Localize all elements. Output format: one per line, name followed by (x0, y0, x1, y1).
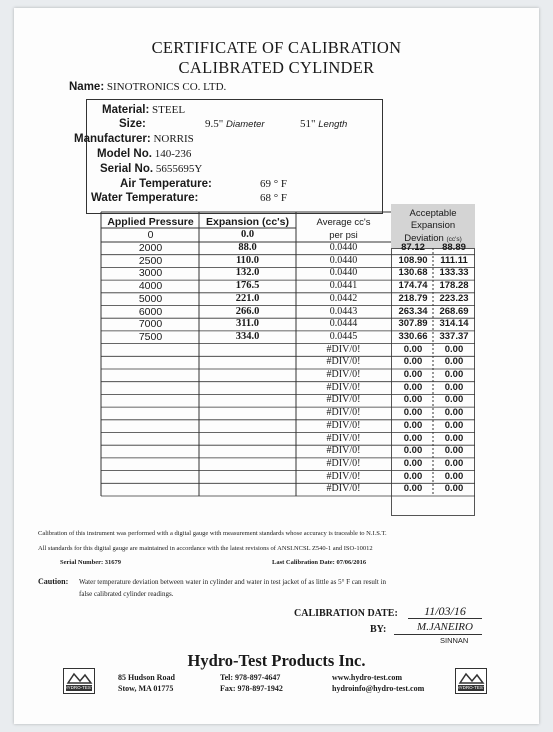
size-length-unit: Length (318, 119, 348, 130)
table-cell-max: 223.23 (439, 292, 469, 304)
company-address-line1: 85 Hudson Road (118, 673, 175, 682)
table-cell-max: 111.11 (440, 254, 468, 266)
table-cell-expansion: 311.0 (235, 318, 260, 330)
table-cell-max: 88.89 (442, 242, 466, 253)
applied-pressure-header: Applied Pressure (107, 216, 194, 228)
acceptable-header-line1: Acceptable (409, 208, 457, 219)
table-cell-pressure (102, 483, 199, 495)
caution-line2: false calibrated cylinder readings. (79, 590, 174, 598)
table-cell-max: 0.00 (444, 356, 464, 368)
table-cell-expansion: 132.0 (235, 267, 260, 279)
table-cell-max: 0.00 (444, 457, 464, 469)
table-cell-expansion (199, 471, 296, 483)
table-cell-avg: 0.0440 (329, 254, 358, 266)
name-label: Name: (69, 81, 105, 93)
table-cell-pressure: 4000 (138, 280, 163, 293)
table-cell-max: 0.00 (444, 343, 464, 355)
table-cell-max: 0.00 (444, 394, 464, 406)
expansion-header: Expansion (cc's) (205, 216, 290, 228)
material-label: Material: (102, 104, 150, 116)
table-cell-min: 108.90 (398, 254, 428, 266)
table-cell-avg: 0.0441 (329, 280, 358, 292)
table-cell-avg: #DIV/0! (326, 470, 361, 482)
deviation-unit: (cc's) (446, 236, 462, 243)
table-cell-max: 0.00 (444, 483, 464, 495)
table-cell-max: 0.00 (444, 407, 464, 419)
manufacturer-value: NORRIS (153, 133, 194, 145)
calibration-date-label: CALIBRATION DATE: (294, 608, 398, 619)
by-underline (394, 634, 482, 635)
table-cell-expansion: 221.0 (235, 292, 260, 304)
table-cell-min: 263.34 (398, 305, 428, 317)
table-cell-pressure (102, 433, 199, 445)
table-cell-min: 0.00 (403, 470, 423, 482)
table-cell-max: 337.37 (439, 330, 469, 342)
standards-note: All standards for this digital gauge are maintained in accordance with the latest revisions of ANSI.NCSL Z540-1 and ISO-10012 (38, 545, 373, 552)
size-length-value: 51" (300, 118, 316, 130)
serial-label: Serial No. (100, 163, 154, 175)
table-cell-pressure: 5000 (138, 292, 163, 305)
table-cell-pressure (102, 369, 199, 381)
company-website: www.hydro-test.com (332, 673, 403, 682)
table-cell-max: 268.69 (439, 305, 469, 317)
table-cell-avg: #DIV/0! (326, 445, 361, 457)
table-cell-min: 0.00 (403, 394, 423, 406)
table-cell-pressure (102, 445, 199, 457)
table-cell-pressure: 3000 (138, 267, 163, 280)
caution-line1: Water temperature deviation between water in cylinder and water in test jacket of as little as 5° F can result in (79, 578, 387, 586)
size-label: Size: (119, 118, 146, 130)
table-cell-expansion (199, 445, 296, 457)
table-cell-min: 0.00 (403, 419, 423, 431)
table-cell-expansion (199, 356, 296, 368)
table-cell-avg: 0.0444 (329, 318, 358, 330)
average-header-line2: per psi (329, 230, 358, 241)
zero-pressure: 0 (147, 229, 154, 241)
traceability-note: Calibration of this instrument was performed with a digital gauge with measurement standards whose accuracy is traceable to N.I.S.T. (38, 530, 387, 537)
serial-value: 5655695Y (155, 163, 203, 175)
model-value: 140-236 (154, 148, 192, 160)
table-cell-avg: 0.0440 (329, 242, 358, 253)
table-cell-pressure: 6000 (138, 305, 163, 318)
air-temp-value: 69 ° F (260, 178, 288, 190)
table-cell-max: 0.00 (444, 432, 464, 444)
manufacturer-label: Manufacturer: (74, 133, 151, 145)
gauge-last-calibration: Last Calibration Date: 07/06/2016 (272, 559, 367, 566)
table-cell-min: 0.00 (403, 445, 423, 457)
water-temp-label: Water Temperature: (91, 192, 199, 204)
table-cell-expansion (199, 483, 296, 495)
table-cell-expansion: 176.5 (235, 280, 260, 292)
table-cell-avg: #DIV/0! (326, 343, 361, 355)
table-cell-avg: #DIV/0! (326, 407, 361, 419)
table-cell-max: 178.28 (439, 280, 469, 292)
table-cell-min: 174.74 (398, 280, 428, 292)
size-diameter-unit: Diameter (226, 119, 265, 130)
table-cell-pressure (102, 394, 199, 406)
table-cell-min: 130.68 (398, 267, 428, 279)
company-address-line2: Stow, MA 01775 (118, 684, 174, 693)
table-cell-expansion (199, 382, 296, 394)
table-cell-min: 0.00 (403, 407, 423, 419)
name-value: SINOTRONICS CO. LTD. (106, 81, 227, 93)
table-cell-expansion: 110.0 (235, 254, 260, 266)
table-cell-expansion (199, 458, 296, 470)
air-temp-label: Air Temperature: (120, 178, 212, 190)
average-header-line1: Average cc's (316, 217, 371, 228)
table-cell-min: 0.00 (403, 343, 423, 355)
company-tel: Tel: 978-897-4647 (220, 673, 281, 682)
table-cell-avg: #DIV/0! (326, 457, 361, 469)
table-cell-min: 0.00 (403, 356, 423, 368)
left-logo (63, 668, 95, 694)
table-cell-avg: #DIV/0! (326, 394, 361, 406)
date-underline (408, 618, 482, 619)
table-cell-min: 218.79 (398, 292, 428, 304)
acceptable-header-line2: Expansion (410, 220, 456, 231)
table-cell-min: 307.89 (398, 318, 428, 330)
table-cell-min: 0.00 (403, 432, 423, 444)
table-cell-avg: 0.0442 (329, 292, 358, 304)
table-cell-expansion (199, 433, 296, 445)
table-cell-pressure: 7000 (138, 318, 163, 331)
company-fax: Fax: 978-897-1942 (220, 684, 283, 693)
certificate-subtitle: CALIBRATED CYLINDER (178, 58, 375, 77)
table-cell-min: 0.00 (403, 369, 423, 380)
company-name: Hydro-Test Products Inc. (187, 651, 366, 670)
table-cell-avg: #DIV/0! (326, 356, 361, 368)
table-cell-pressure (102, 382, 199, 394)
table-cell-max: 314.14 (439, 318, 469, 330)
zero-expansion: 0.0 (240, 229, 255, 240)
table-cell-avg: 0.0440 (329, 267, 358, 279)
calibrated-by-label: BY: (370, 624, 387, 635)
table-cell-avg: #DIV/0! (326, 483, 361, 495)
table-cell-avg: #DIV/0! (326, 381, 361, 393)
table-cell-pressure (102, 471, 199, 483)
table-cell-min: 0.00 (403, 457, 423, 469)
table-cell-avg: 0.0445 (329, 330, 358, 342)
table-cell-avg: #DIV/0! (326, 432, 361, 444)
table-cell-expansion (199, 344, 296, 356)
size-diameter-value: 9.5" (205, 118, 224, 130)
table-cell-expansion (199, 369, 296, 381)
table-cell-pressure (102, 420, 199, 432)
left-logo-text: HYDRO-TEST (64, 685, 94, 690)
table-cell-pressure: 2000 (138, 242, 163, 254)
table-cell-avg: 0.0443 (329, 305, 358, 317)
table-cell-min: 87.12 (401, 242, 425, 253)
table-cell-expansion: 88.0 (238, 242, 257, 253)
table-cell-min: 0.00 (403, 381, 423, 393)
calibrated-by-value: M.JANEIRO (417, 621, 473, 633)
caution-label: Caution: (38, 577, 69, 586)
table-cell-pressure (102, 407, 199, 419)
table-cell-max: 0.00 (444, 470, 464, 482)
table-cell-expansion (199, 420, 296, 432)
certificate-title: CERTIFICATE OF CALIBRATION (151, 38, 402, 57)
table-cell-max: 0.00 (444, 369, 464, 380)
table-cell-avg: #DIV/0! (326, 419, 361, 431)
table-cell-pressure: 7500 (138, 330, 163, 343)
table-cell-pressure: 2500 (138, 254, 163, 267)
table-cell-expansion (199, 407, 296, 419)
model-label: Model No. (97, 148, 152, 160)
right-logo (455, 668, 487, 694)
signature-text: SINNAN (440, 636, 469, 645)
deviation-label: Deviation (404, 233, 444, 244)
material-value: STEEL (152, 104, 186, 116)
company-email: hydroinfo@hydro-test.com (332, 684, 425, 693)
water-temp-value: 68 ° F (260, 192, 288, 204)
table-cell-pressure (102, 458, 199, 470)
table-cell-min: 0.00 (403, 483, 423, 495)
table-cell-pressure (102, 344, 199, 356)
table-cell-max: 0.00 (444, 419, 464, 431)
table-cell-min: 330.66 (398, 330, 428, 342)
table-cell-max: 0.00 (444, 445, 464, 457)
calibration-date-value: 11/03/16 (424, 604, 466, 618)
gauge-serial-number: Serial Number: 31679 (60, 559, 122, 566)
table-cell-max: 0.00 (444, 381, 464, 393)
table-cell-expansion: 266.0 (235, 305, 260, 317)
right-logo-text: HYDRO-TEST (456, 685, 486, 690)
table-cell-pressure (102, 356, 199, 368)
table-cell-expansion: 334.0 (235, 330, 260, 342)
table-cell-expansion (199, 394, 296, 406)
table-cell-avg: #DIV/0! (326, 369, 361, 380)
table-cell-max: 133.33 (439, 267, 469, 279)
